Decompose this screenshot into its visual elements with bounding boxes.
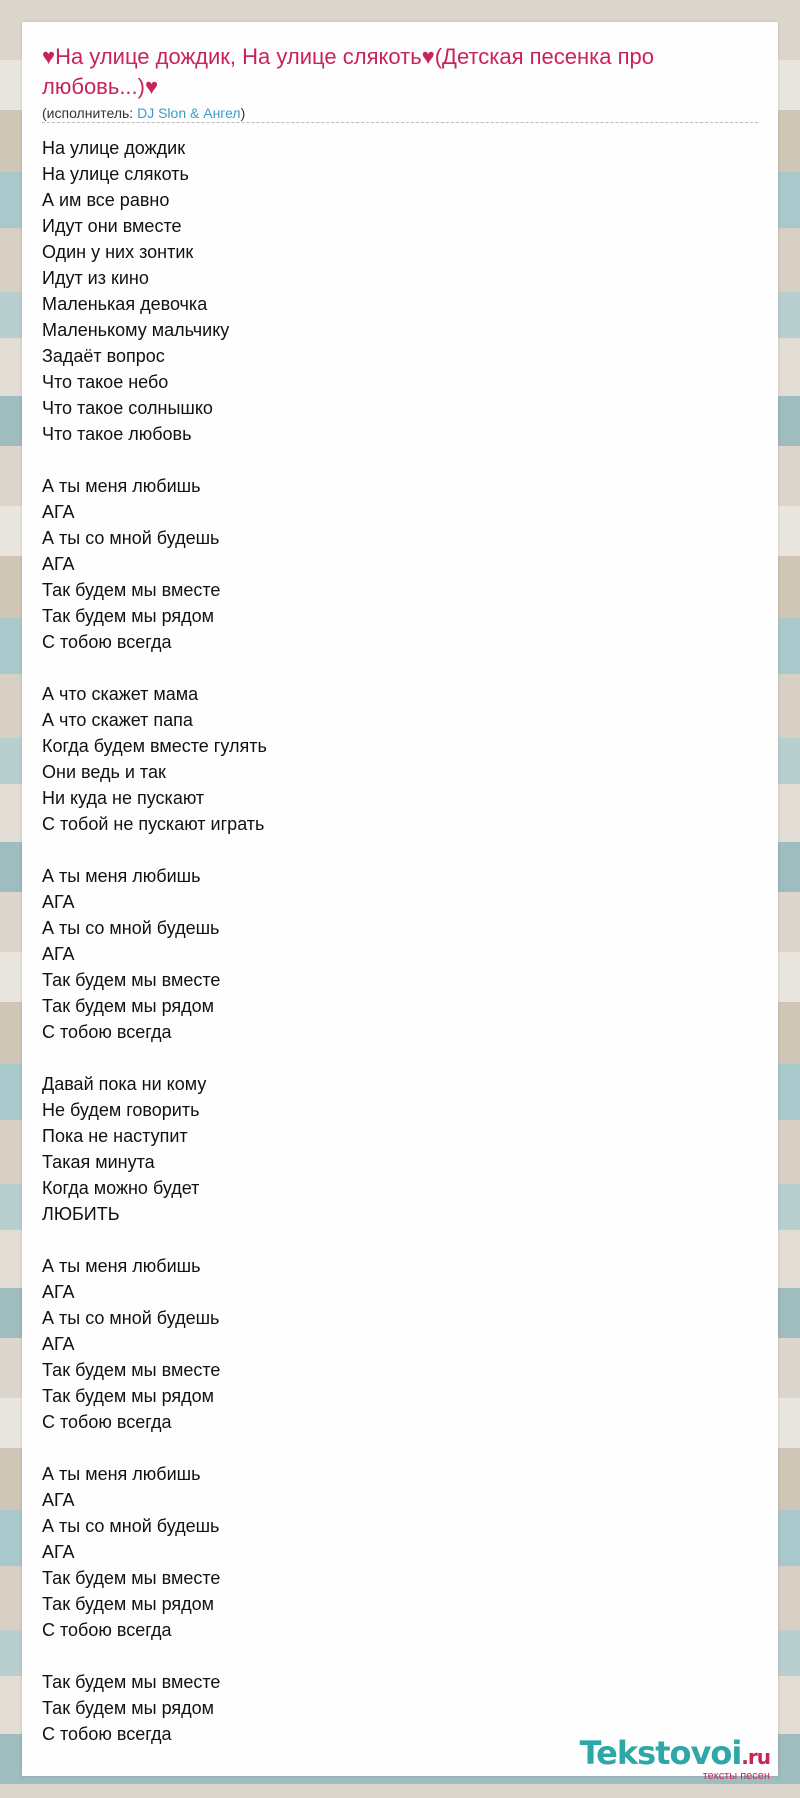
header-divider [42,122,758,123]
lyric-line: АГА [42,1282,75,1302]
lyric-line: Так будем мы рядом [42,606,215,626]
lyric-line: А ты со мной будешь [42,918,220,938]
lyric-line: А ты со мной будешь [42,1308,220,1328]
lyric-line: На улице слякоть [42,164,189,184]
logo-name: Tekstovoi [579,1734,742,1772]
lyric-line: А ты со мной будешь [42,528,220,548]
lyric-line: А ты меня любишь [42,1256,201,1276]
lyric-line: Так будем мы рядом [42,1594,215,1614]
artist-prefix: (исполнитель: [42,105,138,121]
lyric-line: АГА [42,1542,75,1562]
lyric-line: Так будем мы вместе [42,970,221,990]
lyric-line: Что такое солнышко [42,398,213,418]
lyric-line: Что такое любовь [42,424,192,444]
lyric-line: С тобою всегда [42,632,172,652]
lyric-line: С тобою всегда [42,1620,172,1640]
artist-line [42,105,758,121]
lyric-line: АГА [42,554,75,574]
lyric-line: АГА [42,944,75,964]
lyric-line: АГА [42,1334,75,1354]
lyric-line: Маленькому мальчику [42,320,230,340]
site-logo[interactable] [580,1736,770,1782]
logo-tld: .ru [741,1745,770,1769]
lyric-line: А что скажет мама [42,684,199,704]
lyric-line: Пока не наступит [42,1126,188,1146]
lyric-line: А ты меня любишь [42,1464,201,1484]
lyric-line: АГА [42,1490,75,1510]
lyric-line: А им все равно [42,190,170,210]
lyric-line: Так будем мы вместе [42,580,221,600]
lyrics-page [22,22,778,1782]
lyric-line: На улице дождик [42,138,186,158]
lyric-line: Задаёт вопрос [42,346,165,366]
stanza-break [42,1045,742,1071]
lyric-line: А ты меня любишь [42,866,201,886]
lyric-line: Так будем мы рядом [42,996,215,1016]
lyric-line: С тобою всегда [42,1724,172,1744]
stanza-break [42,1435,742,1461]
lyric-line: Они ведь и так [42,762,166,782]
stanza-break [42,1227,742,1253]
logo-tagline: тексты песен [702,1770,770,1782]
lyric-line: Что такое небо [42,372,169,392]
lyric-line: Давай пока ни кому [42,1074,207,1094]
lyric-line: А ты со мной будешь [42,1516,220,1536]
lyric-line: ЛЮБИТЬ [42,1204,120,1224]
lyric-line: Так будем мы рядом [42,1386,215,1406]
lyric-line: Не будем говорить [42,1100,200,1120]
lyric-line: Один у них зонтик [42,242,194,262]
lyric-line: Когда можно будет [42,1178,200,1198]
lyric-line: А ты меня любишь [42,476,201,496]
song-title: ♥На улице дождик, На улице слякоть♥(Детская песенка про любовь...)♥ [42,44,655,99]
lyric-line: С тобой не пускают играть [42,814,265,834]
stanza-break [42,655,742,681]
stanza-break [42,447,742,473]
lyric-line: Маленькая девочка [42,294,208,314]
artist-link[interactable]: DJ Slon & Ангел [137,105,241,121]
lyric-line: АГА [42,502,75,522]
lyrics-text [42,135,742,1747]
lyric-line: Идут из кино [42,268,149,288]
lyric-line: Когда будем вместе гулять [42,736,267,756]
lyric-line: А что скажет папа [42,710,193,730]
lyric-line: АГА [42,892,75,912]
lyric-line: Идут они вместе [42,216,182,236]
lyric-line: Такая минута [42,1152,155,1172]
lyric-line: Так будем мы вместе [42,1672,221,1692]
artist-suffix: ) [240,105,246,121]
lyric-line: Так будем мы вместе [42,1360,221,1380]
song-header [42,42,758,121]
lyric-line: Так будем мы вместе [42,1568,221,1588]
lyric-line: С тобою всегда [42,1412,172,1432]
stanza-break [42,1643,742,1669]
lyric-line: С тобою всегда [42,1022,172,1042]
lyric-line: Так будем мы рядом [42,1698,215,1718]
stanza-break [42,837,742,863]
lyric-line: Ни куда не пускают [42,788,205,808]
